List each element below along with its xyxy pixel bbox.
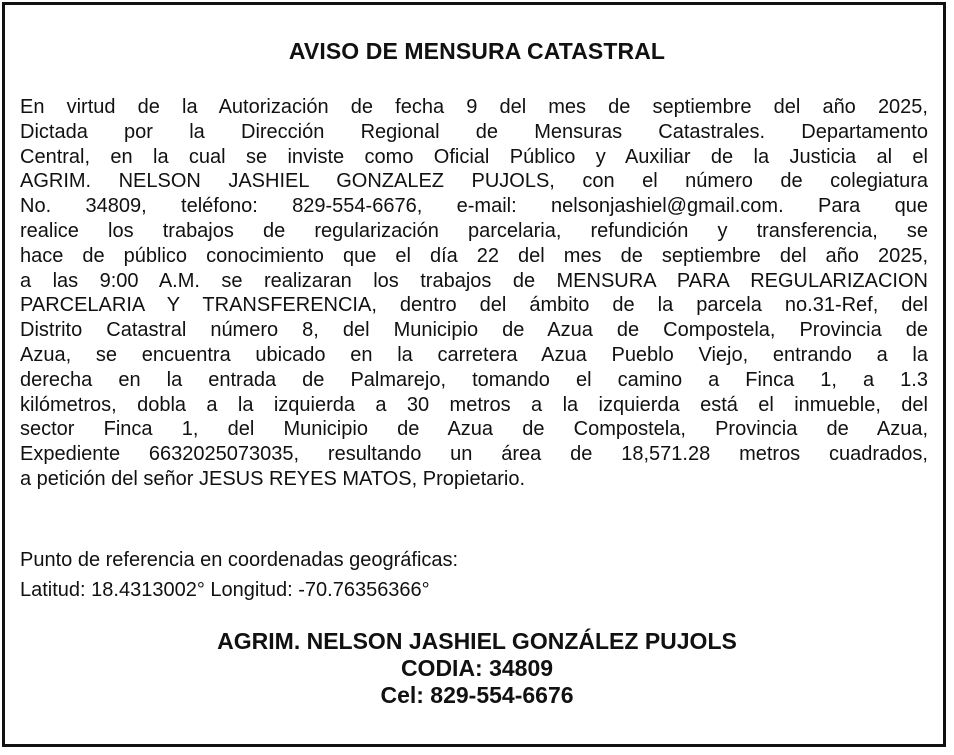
body-line: En virtud de la Autorización de fecha 9 del mes de septiembre del año 2025, bbox=[20, 96, 928, 118]
signature-name: AGRIM. NELSON JASHIEL GONZÁLEZ PUJOLS bbox=[217, 628, 737, 654]
body-line: Central, en la cual se inviste como Oficial Público y Auxiliar de la Justicia al el bbox=[20, 145, 928, 168]
reference-label: Punto de referencia en coordenadas geográficas: bbox=[20, 549, 459, 571]
body-line: Distrito Catastral número 8, del Municipio de Azua de Compostela, Provincia de bbox=[20, 319, 928, 342]
body-line: Dictada por la Dirección Regional de Mensuras Catastrales. Departamento bbox=[20, 120, 928, 143]
signature-codia: CODIA: 34809 bbox=[400, 655, 554, 681]
body-line: kilómetros, dobla a la izquierda a 30 metros a la izquierda está el inmueble, del bbox=[20, 393, 928, 416]
body-line: No. 34809, teléfono: 829-554-6676, e-mail: nelsonjashiel@gmail.com. Para que bbox=[20, 195, 928, 218]
body-line: realice los trabajos de regularización parcelaria, refundición y transferencia, se bbox=[20, 219, 928, 242]
body-line: Azua, se encuentra ubicado en la carretera Azua Pueblo Viejo, entrando a la bbox=[20, 343, 928, 366]
body-line: a las 9:00 A.M. se realizaran los trabajos de MENSURA PARA REGULARIZACION bbox=[20, 269, 928, 292]
body-line: Expediente 6632025073035, resultando un área de 18,571.28 metros cuadrados, bbox=[20, 443, 928, 466]
notice-body bbox=[20, 95, 928, 492]
coordinates: Latitud: 18.4313002° Longitud: -70.76356366° bbox=[20, 579, 430, 601]
body-line: sector Finca 1, del Municipio de Azua de Compostela, Provincia de Azua, bbox=[20, 418, 928, 441]
signature-block bbox=[0, 628, 954, 709]
body-line: PARCELARIA Y TRANSFERENCIA, dentro del ámbito de la parcela no.31-Ref, del bbox=[20, 294, 928, 317]
notice-title: AVISO DE MENSURA CATASTRAL bbox=[288, 38, 666, 64]
body-line: hace de público conocimiento que el día 22 del mes de septiembre del año 2025, bbox=[20, 244, 928, 267]
signature-cel: Cel: 829-554-6676 bbox=[380, 682, 574, 708]
body-line: a petición del señor JESUS REYES MATOS, Propietario. bbox=[20, 467, 526, 490]
body-line: derecha en la entrada de Palmarejo, tomando el camino a Finca 1, a 1.3 bbox=[20, 368, 928, 391]
body-line: AGRIM. NELSON JASHIEL GONZALEZ PUJOLS, con el número de colegiatura bbox=[20, 170, 928, 193]
reference-block bbox=[20, 545, 458, 605]
